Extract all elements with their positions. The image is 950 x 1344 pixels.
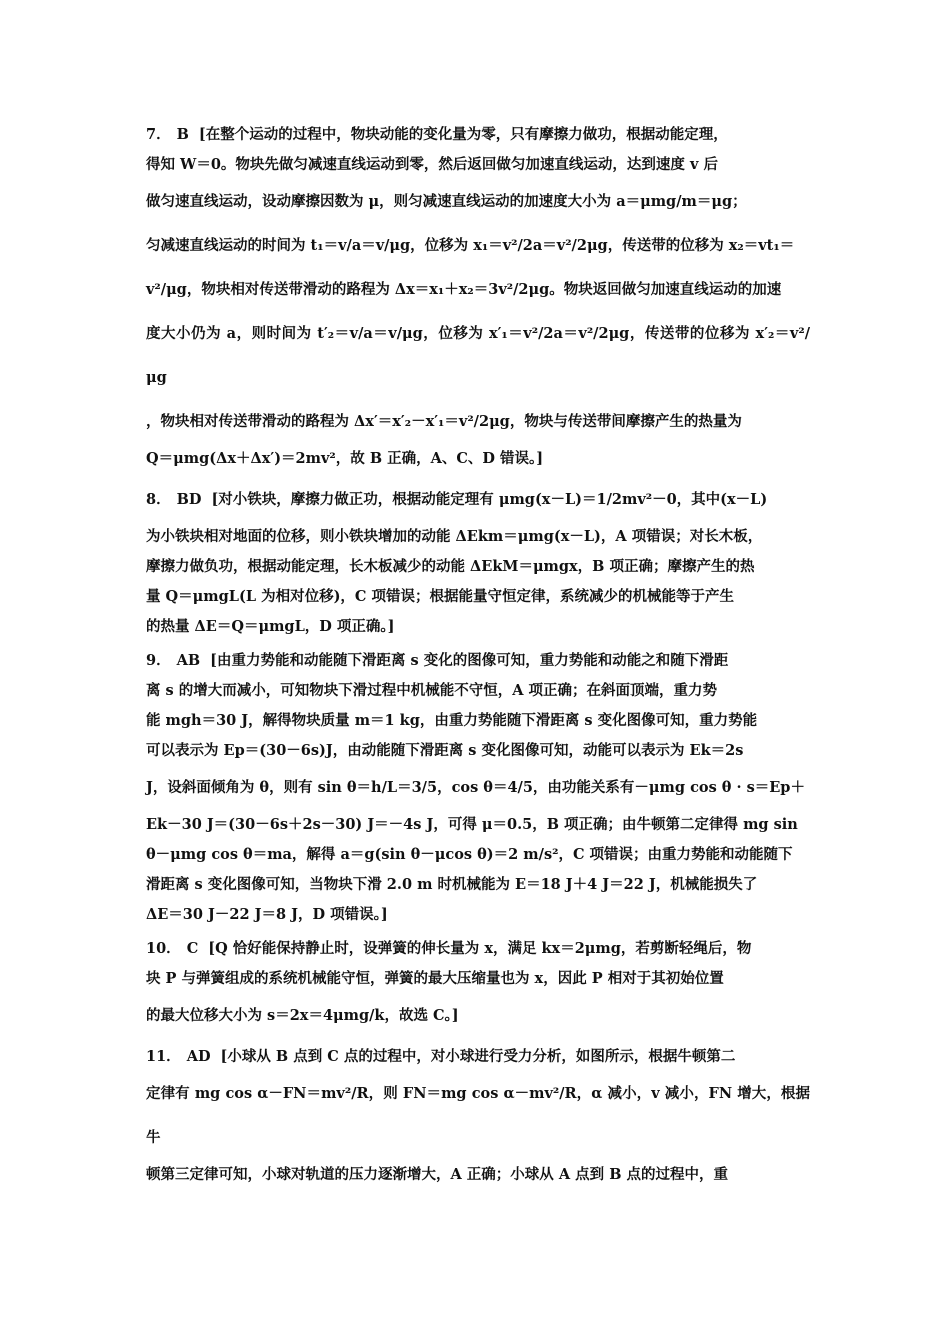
solution-8 xyxy=(146,478,810,642)
solution-line: 滑距离 s 变化图像可知，当物块下滑 2.0 m 时机械能为 E＝18 J＋4 J＝22 J，机械能损失了 xyxy=(146,876,758,893)
solution-line: J，设斜面倾角为 θ，则有 sin θ＝h/L＝3/5，cos θ＝4/5，由功能关系有－μmg cos θ · s＝Ep＋ xyxy=(146,779,805,796)
solution-line: 可以表示为 Ep＝(30－6s)J，由动能随下滑距离 s 变化图像可知，动能可以表示为 Ek＝2s xyxy=(146,742,744,759)
solution-line: 8． BD [对小铁块，摩擦力做正功，根据动能定理有 μmg(x－L)＝1/2mv²－0，其中(x－L) xyxy=(146,491,768,508)
solution-line: 的热量 ΔE＝Q＝μmgL，D 项正确。] xyxy=(146,618,395,635)
solution-line: 能 mgh＝30 J，解得物块质量 m＝1 kg，由重力势能随下滑距离 s 变化图像可知，重力势能 xyxy=(146,712,758,729)
solution-line: ，物块相对传送带滑动的路程为 Δx′＝x′₂－x′₁＝v²/2μg，物块与传送带间摩擦产生的热量为 xyxy=(146,413,742,430)
solution-line: 定律有 mg cos α－FN＝mv²/R，则 FN＝mg cos α－mv²/R，α 减小，v 减小，FN 增大，根据牛 xyxy=(146,1085,810,1146)
solution-line: 为小铁块相对地面的位移，则小铁块增加的动能 ΔEkm＝μmg(x－L)，A 项错误；对长木板， xyxy=(146,528,763,545)
solution-line: 离 s 的增大而减小，可知物块下滑过程中机械能不守恒，A 项正确；在斜面顶端，重力势 xyxy=(146,682,718,699)
solution-line: 度大小仍为 a，则时间为 t′₂＝v/a＝v/μg，位移为 x′₁＝v²/2a＝v²/2μg，传送带的位移为 x′₂＝v²/μg xyxy=(146,325,810,386)
question-number: 7． xyxy=(146,126,171,143)
solution-line: v²/μg，物块相对传送带滑动的路程为 Δx＝x₁＋x₂＝3v²/2μg。物块返回做匀加速直线运动的加速 xyxy=(146,281,782,298)
solution-line: 量 Q＝μmgL(L 为相对位移)，C 项错误；根据能量守恒定律，系统减少的机械能等于产生 xyxy=(146,588,735,605)
question-number: 9． xyxy=(146,652,171,669)
question-number: 8． xyxy=(146,491,171,508)
solution-line: 块 P 与弹簧组成的系统机械能守恒，弹簧的最大压缩量也为 x，因此 P 相对于其初始位置 xyxy=(146,970,724,987)
solution-line: 7． B [在整个运动的过程中，物块动能的变化量为零，只有摩擦力做功，根据动能定理， xyxy=(146,126,728,143)
question-number: 11． xyxy=(146,1048,181,1065)
solutions-body xyxy=(146,120,810,1194)
solution-line: Q＝μmg(Δx＋Δx′)＝2mv²，故 B 正确，A、C、D 错误。] xyxy=(146,450,544,467)
question-number: 10． xyxy=(146,940,181,957)
solution-line: 顿第三定律可知，小球对轨道的压力逐渐增大，A 正确；小球从 A 点到 B 点的过程中，重 xyxy=(146,1166,728,1183)
solution-line: 11． AD [小球从 B 点到 C 点的过程中，对小球进行受力分析，如图所示，根据牛顿第二 xyxy=(146,1048,736,1065)
answer-key: AB xyxy=(176,652,201,669)
solution-line: 的最大位移大小为 s＝2x＝4μmg/k，故选 C。] xyxy=(146,1007,459,1024)
solution-9 xyxy=(146,646,810,930)
answer-key: C xyxy=(186,940,199,957)
solution-line: θ－μmg cos θ＝ma，解得 a＝g(sin θ－μcos θ)＝2 m/s²，C 项错误；由重力势能和动能随下 xyxy=(146,846,793,863)
solution-line: 匀减速直线运动的时间为 t₁＝v/a＝v/μg，位移为 x₁＝v²/2a＝v²/2μg，传送带的位移为 x₂＝vt₁＝ xyxy=(146,237,795,254)
answer-key: BD xyxy=(176,491,202,508)
solution-line: 得知 W＝0。物块先做匀减速直线运动到零，然后返回做匀加速直线运动，达到速度 v 后 xyxy=(146,156,718,173)
solution-line: ΔE＝30 J－22 J＝8 J，D 项错误。] xyxy=(146,906,388,923)
solution-line: 9． AB [由重力势能和动能随下滑距离 s 变化的图像可知，重力势能和动能之和随下滑距 xyxy=(146,652,729,669)
answer-key: B xyxy=(176,126,189,143)
solution-11 xyxy=(146,1042,810,1190)
solution-7 xyxy=(146,120,810,474)
solution-10 xyxy=(146,934,810,1038)
solution-line: 做匀速直线运动，设动摩擦因数为 μ，则匀减速直线运动的加速度大小为 a＝μmg/m＝μg； xyxy=(146,193,747,210)
solution-line: 摩擦力做负功，根据动能定理，长木板减少的动能 ΔEkM＝μmgx，B 项正确；摩擦产生的热 xyxy=(146,558,755,575)
solution-line: 10． C [Q 恰好能保持静止时，设弹簧的伸长量为 x，满足 kx＝2μmg，若剪断轻绳后，物 xyxy=(146,940,752,957)
answer-key: AD xyxy=(186,1048,211,1065)
solution-line: Ek－30 J＝(30－6s＋2s－30) J＝－4s J，可得 μ＝0.5，B 项正确；由牛顿第二定律得 mg sin xyxy=(146,816,798,833)
